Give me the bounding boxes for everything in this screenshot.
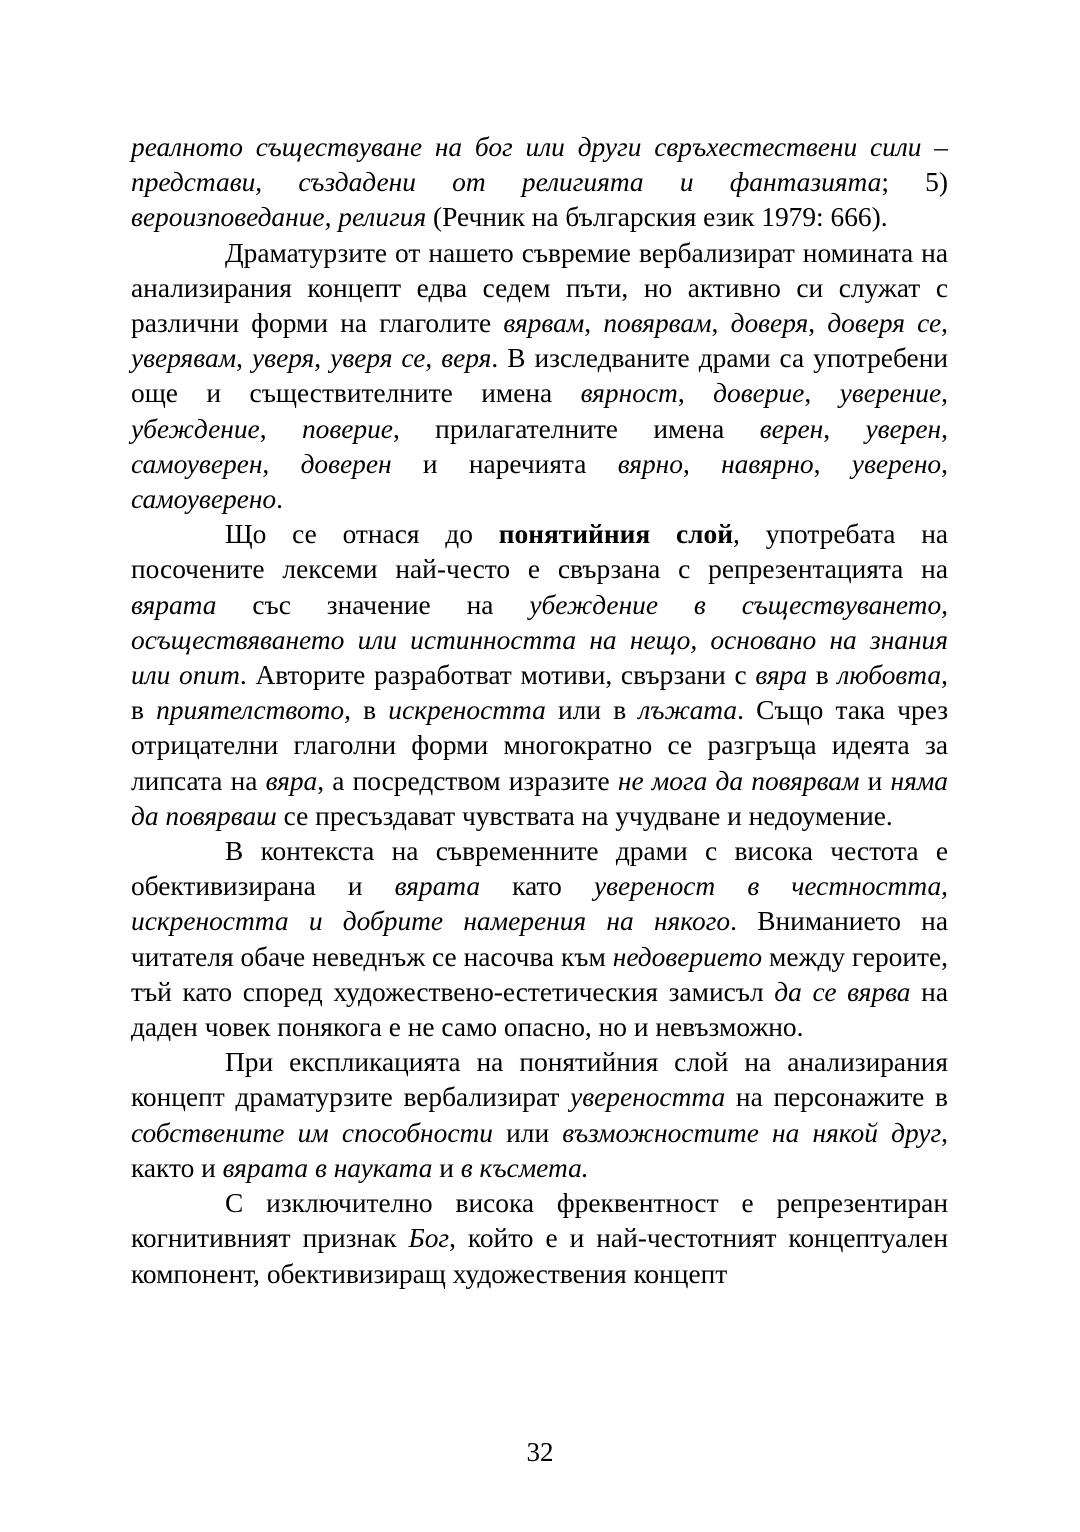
italic-text: доверя се <box>827 308 942 339</box>
italic-text: доверя <box>730 308 809 339</box>
italic-text: увереност в честността, искреността и добрите намерения на някого <box>131 871 948 937</box>
italic-text: Бог <box>408 1223 450 1254</box>
italic-text: убеждение <box>131 413 260 444</box>
text-run: , <box>941 308 948 339</box>
text-run: , в <box>344 695 389 726</box>
text-run: , <box>677 378 714 409</box>
italic-text: вярвам <box>503 308 585 339</box>
text-run: , <box>813 448 852 479</box>
text-run: в <box>807 660 838 691</box>
italic-text: вярно <box>617 448 683 479</box>
italic-text: в късмета. <box>460 1152 589 1183</box>
italic-text: недоверието <box>612 941 763 972</box>
page-number: 32 <box>526 1437 554 1467</box>
text-run: (Речник на българския език 1979: 666). <box>426 202 888 233</box>
text-run: , както и <box>131 1117 949 1183</box>
italic-text: вярата <box>394 871 481 902</box>
italic-text: веря <box>441 343 492 374</box>
italic-text: увереността <box>570 1082 726 1113</box>
italic-text: да се вярва <box>774 976 911 1007</box>
text-run: , <box>808 308 828 339</box>
text-run: на даден човек понякога е не само опасно, но и невъзможно. <box>131 976 948 1043</box>
text-run: се пресъздават чувствата на учудване и недоумение. <box>276 800 893 831</box>
italic-text: лъжата <box>638 695 738 726</box>
italic-text: реалното съществуване на бог или други свръхестествени сили – представи, създадени от религията и фантазията <box>131 132 948 198</box>
text-run: и наречията <box>391 448 618 479</box>
italic-text: собствените им способности <box>131 1117 493 1148</box>
italic-text: любовта <box>837 660 942 691</box>
text-run: , <box>262 448 301 479</box>
text-run: или в <box>545 695 639 726</box>
text-run: или <box>492 1117 563 1148</box>
bold-text: понятийния слой <box>498 519 734 550</box>
italic-text: вяра <box>265 765 318 796</box>
text-run: , в <box>131 660 948 726</box>
text-run: и <box>859 765 891 796</box>
italic-text: доверен <box>300 448 392 479</box>
text-run: , <box>682 448 722 479</box>
italic-text: вярата в науката <box>222 1152 433 1183</box>
italic-text: верен <box>759 413 824 444</box>
italic-text: вярност <box>580 378 678 409</box>
italic-text: уверя се <box>330 343 426 374</box>
text-run: . В изследваните драми са употребени още и съществителните имена <box>131 343 949 409</box>
text-run: , който е и най-честотният концептуален компонент, обективизиращ художествения концепт <box>131 1223 948 1289</box>
italic-text: навярно <box>721 448 814 479</box>
paragraph <box>131 1186 948 1292</box>
text-run: и <box>432 1152 461 1183</box>
text-run: , <box>941 413 948 444</box>
text-run: , <box>804 378 840 409</box>
paragraph <box>131 517 948 834</box>
text-run: . <box>276 484 283 515</box>
italic-text: вярата <box>131 589 217 620</box>
text-run: , <box>425 343 442 374</box>
text-run: , <box>711 308 731 339</box>
text-run: С изключително висока фреквентност е репрезентиран когнитивният признак <box>131 1188 948 1254</box>
page-body <box>131 130 948 1292</box>
italic-text: приятелството <box>156 695 345 726</box>
text-run: като <box>480 871 594 902</box>
paragraph <box>131 236 948 518</box>
italic-text: убеждение в съществуването, осъществяването или истинността на нещо, основано на знания или опит <box>131 589 948 691</box>
text-run: Драматурзите от нашето съвремие вербализират номината на анализирания концепт едва седем пъти, но активно си служат с различни форми на глаголите <box>131 237 948 339</box>
text-run: , а посредством изразите <box>317 765 618 796</box>
italic-text: доверие <box>713 378 805 409</box>
text-run: , <box>236 343 253 374</box>
text-run: , <box>314 343 331 374</box>
text-run: В контекста на съвременните драми с висока честота е обективизирана и <box>131 836 948 902</box>
text-run: , <box>941 378 949 409</box>
text-run: При експликацията на понятийния слой на анализирания концепт драматурзите вербализират <box>131 1047 948 1113</box>
text-run: , <box>941 448 948 479</box>
italic-text: уверено <box>851 448 942 479</box>
text-run: , прилагателните имена <box>392 413 760 444</box>
italic-text: уверен <box>865 413 942 444</box>
text-run: със значение на <box>216 589 530 620</box>
italic-text: повярвам <box>603 308 712 339</box>
italic-text: уверявам <box>131 343 237 374</box>
italic-text: поверие <box>301 413 393 444</box>
paragraph <box>131 834 948 1045</box>
text-run: Що се отнася до <box>225 519 499 550</box>
italic-text: искреността <box>388 695 546 726</box>
paragraph <box>131 1045 948 1186</box>
italic-text: вероизповедание, религия <box>131 202 427 233</box>
text-run: . Авторите разработват мотиви, свързани с <box>239 660 756 691</box>
italic-text: възможностите на някой друг <box>562 1117 942 1148</box>
text-run: на персонажите в <box>725 1082 948 1113</box>
text-run: , <box>823 413 866 444</box>
italic-text: самоуверено <box>131 484 277 515</box>
paragraph <box>131 130 948 236</box>
italic-text: не мога да повярвам <box>617 765 860 796</box>
text-run: ; 5) <box>881 167 948 198</box>
text-run: . Също така чрез отрицателни глаголни форми многократно се разгръща идеята за липсата на <box>131 695 949 796</box>
italic-text: самоуверен <box>131 448 263 479</box>
italic-text: уверение <box>839 378 942 409</box>
text-run: между героите, тъй като според художествено-естетическия замисъл <box>131 941 949 1007</box>
text-run: , <box>584 308 604 339</box>
text-run: , <box>259 413 302 444</box>
italic-text: вяра <box>755 660 808 691</box>
text-run: . Вниманието на читателя обаче неведнъж се насочва към <box>131 906 948 972</box>
text-run: , употребата на посочените лексеми най-често е свързана с репрезентацията на <box>131 519 949 585</box>
italic-text: уверя <box>252 343 315 374</box>
italic-text: няма да повярваш <box>131 765 948 831</box>
